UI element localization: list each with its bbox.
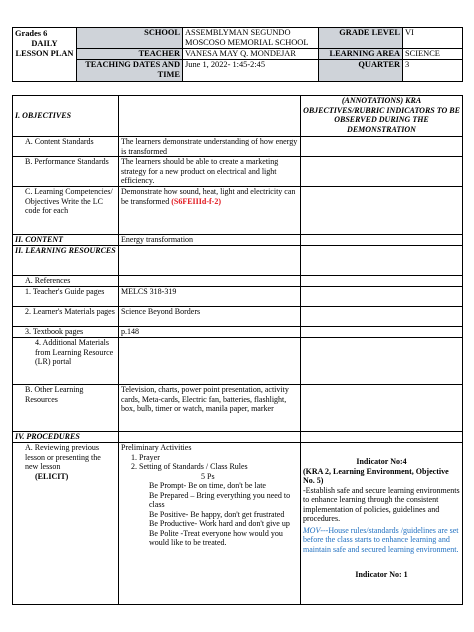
tg-value: MELCS 318-319 <box>119 287 301 307</box>
teacher-label: TEACHER <box>77 49 183 60</box>
reviewing-label: A. Reviewing previous lesson or presenting the new lesson <box>25 443 101 471</box>
annotation-cell <box>301 287 463 307</box>
additional-value <box>119 338 301 385</box>
mov-block <box>303 526 460 555</box>
procedures-title: IV. PROCEDURES <box>13 432 119 443</box>
resources-blank <box>119 246 301 276</box>
references-blank <box>119 276 301 287</box>
annotation-cell <box>301 276 463 287</box>
textbook-value: p.148 <box>119 327 301 338</box>
school-label: SCHOOL <box>77 28 183 49</box>
additional-label: 4. Additional Materials from Learning Resource (LR) portal <box>13 338 119 385</box>
lm-label: 2. Learner's Materials pages <box>13 307 119 327</box>
five-ps: 5 Ps <box>201 471 215 481</box>
annotation-cell <box>301 157 463 187</box>
lm-value: Science Beyond Borders <box>119 307 301 327</box>
competencies-label: C. Learning Competencies/ Objectives Write the LC code for each <box>13 187 119 235</box>
annotation-cell <box>301 327 463 338</box>
mov-text: ---House rules/standards /guidelines are set before the class starts to enhance learning and maintain safe and secured learning environment. <box>303 525 459 554</box>
references-label: A. References <box>13 276 119 287</box>
prelim-item2: 2. Setting of Standards / Class Rules <box>131 462 248 471</box>
dlp-line2: LESSON PLAN <box>15 49 74 58</box>
prelim-item1: 1. Prayer <box>131 452 160 462</box>
content-standards-label: A. Content Standards <box>13 137 119 157</box>
other-value: Television, charts, power point presentation, activity cards, Meta-cards, Electric fan, batteries, flashlight, box, bulb, timer or watch, manila paper, marker <box>119 385 301 432</box>
indicator4-kra: (KRA 2, Learning Environment, Objective No. 5) <box>303 466 449 485</box>
dates-value: June 1, 2022- 1:45-2:45 <box>183 60 319 82</box>
annotation-cell <box>301 432 463 443</box>
rule-polite: Be Polite -Treat everyone how would you would like to be treated. <box>149 528 283 547</box>
resources-title: II. LEARNING RESOURCES <box>13 246 119 276</box>
learning-area-value: SCIENCE <box>403 49 463 60</box>
prelim-title: Preliminary Activities <box>121 443 192 452</box>
competencies-cell <box>119 187 301 235</box>
teacher-value: VANESA MAY Q. MONDEJAR <box>183 49 319 60</box>
performance-standards-label: B. Performance Standards <box>13 157 119 187</box>
competencies-value: Demonstrate how sound, heat, light and electricity can be transformed <box>121 187 296 206</box>
school-value: ASSEMBLYMAN SEGUNDO MOSCOSO MEMORIAL SCHOOL <box>183 28 319 49</box>
other-label: B. Other Learning Resources <box>13 385 119 432</box>
annotation-cell <box>301 235 463 246</box>
header-table <box>12 27 463 82</box>
annotation-cell <box>301 246 463 276</box>
learning-area-label: LEARNING AREA <box>319 49 403 60</box>
grade-level-label: GRADE LEVEL <box>319 28 403 49</box>
annotations-title: (ANNOTATIONS) KRA OBJECTIVES/RUBRIC INDICATORS TO BE OBSERVED DURING THE DEMONSTRATION <box>301 96 463 137</box>
grade-level-value: VI <box>403 28 463 49</box>
content-value: Energy transformation <box>119 235 301 246</box>
rule-positive: Be Positive- Be happy, don't get frustrated <box>149 509 285 519</box>
content-standards-value: The learners demonstrate understanding of how energy is transformed <box>119 137 301 157</box>
grade-cell <box>13 28 77 82</box>
indicator4-title: Indicator No:4 <box>356 457 407 466</box>
indicator4-text: -Establish safe and secure learning environments to enhance learning through the consistent implementation of policies, guidelines and procedures. <box>303 485 460 523</box>
objectives-blank <box>119 96 301 137</box>
rule-prompt: Be Prompt- Be on time, don't be late <box>149 481 266 490</box>
indicator1-title: Indicator No: 1 <box>355 570 408 579</box>
textbook-label: 3. Textbook pages <box>13 327 119 338</box>
annotation-cell <box>301 187 463 235</box>
annotation-cell <box>301 307 463 327</box>
grade-text: Grades 6 <box>15 29 48 38</box>
content-title: II. CONTENT <box>13 235 119 246</box>
dates-label: TEACHING DATES AND TIME <box>77 60 183 82</box>
reviewing-code: (ELICIT) <box>35 471 69 481</box>
annotation-cell <box>301 338 463 385</box>
tg-label: 1. Teacher's Guide pages <box>13 287 119 307</box>
quarter-value: 3 <box>403 60 463 82</box>
procedures-blank <box>119 432 301 443</box>
quarter-label: QUARTER <box>319 60 403 82</box>
annotation-cell <box>301 385 463 432</box>
dlp-line1: DAILY <box>31 39 58 48</box>
objectives-title: I. OBJECTIVES <box>13 96 119 137</box>
indicator-cell <box>301 443 463 605</box>
reviewing-cell <box>13 443 119 605</box>
prelim-cell <box>119 443 301 605</box>
rule-productive: Be Productive- Work hard and don't give up <box>149 519 290 528</box>
performance-standards-value: The learners should be able to create a marketing strategy for a new product on electrical and light efficiency. <box>119 157 301 187</box>
competencies-code: (S6FEIIId-f-2) <box>171 196 221 206</box>
lesson-plan-table <box>12 95 463 605</box>
rule-prepared: Be Prepared – Bring everything you need to class <box>149 490 291 509</box>
mov-label: MOV <box>303 525 321 535</box>
annotation-cell <box>301 137 463 157</box>
